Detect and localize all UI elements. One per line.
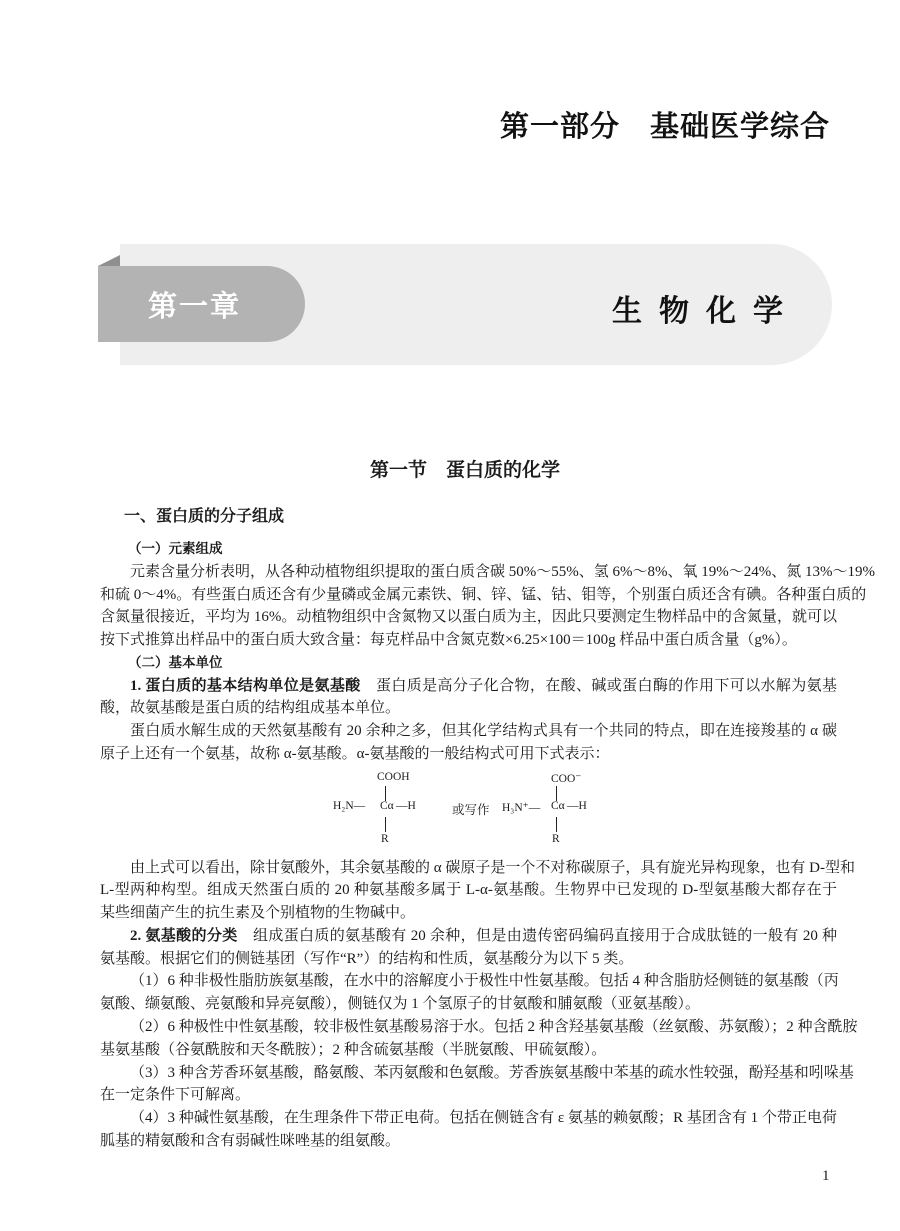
- text-line: [100, 925, 837, 948]
- paragraph: [100, 675, 837, 721]
- text-line: [100, 857, 855, 880]
- line-text: （4）3 种碱性氨基酸，在生理条件下带正电荷。包括在侧链含有 ε 氨基的赖氨酸；R 基团含有 1 个带正电荷: [130, 1110, 837, 1127]
- paragraph: [100, 1107, 837, 1153]
- line-text: 氨酸、缬氨酸、亮氨酸和异亮氨酸），侧链仅为 1 个氢原子的甘氨酸和脯氨酸（亚氨基酸）。: [100, 996, 701, 1013]
- body-text: [100, 538, 875, 1153]
- formula-right-top: COO⁻: [551, 773, 582, 785]
- chapter-label: 第一章: [148, 289, 242, 323]
- line-text: 氨基酸。根据它们的侧链基团（写作“R”）的结构和性质，氨基酸分为以下 5 类。: [100, 950, 634, 967]
- text-line: [100, 697, 837, 720]
- text-line: [100, 1039, 837, 1062]
- text-line: [100, 1130, 837, 1153]
- run-in-heading: 2. 氨基酸的分类: [130, 927, 253, 944]
- line-text: L-型两种构型。组成天然蛋白质的 20 种氨基酸多属于 L-α-氨基酸。生物界中已发现的 D-型氨基酸大都存在于: [100, 882, 837, 899]
- text-line: [100, 584, 867, 607]
- line-text: 蛋白质水解生成的天然氨基酸有 20 余种之多，但其化学结构式具有一个共同的特点，即在连接羧基的 α 碳: [130, 723, 837, 740]
- text-line: [100, 720, 837, 743]
- heading-2: （二）基本单位: [128, 654, 223, 671]
- bond-line: [385, 817, 386, 832]
- heading-1: 一、蛋白质的分子组成: [124, 506, 285, 525]
- formula-right-amine: H₃N⁺—: [502, 802, 541, 814]
- formula-right-h: —H: [567, 800, 587, 812]
- formula-left-center: Cα: [380, 800, 394, 812]
- line-text: 酸，故氨基酸是蛋白质的结构组成基本单位。: [100, 700, 401, 717]
- chapter-tab: [98, 266, 305, 342]
- formula-right-center: Cα: [551, 800, 565, 812]
- formula-left-bottom: R: [381, 833, 389, 845]
- text-line: [100, 675, 837, 698]
- line-text: 由上式可以看出，除甘氨酸外，其余氨基酸的 α 碳原子是一个不对称碳原子，具有旋光异构现象，也有 D-型和: [130, 859, 855, 876]
- section-title: 第一节 蛋白质的化学: [369, 460, 560, 481]
- text-line: [100, 970, 837, 993]
- heading-2: （一）元素组成: [128, 541, 223, 557]
- text-line: [100, 1016, 858, 1039]
- formula-left-top: COOH: [377, 771, 410, 783]
- text-line: [100, 879, 837, 902]
- line-text: （2）6 种极性中性氨基酸，较非极性氨基酸易溶于水。包括 2 种含羟基氨基酸（丝氨酸、苏氨酸）；2 种含酰胺: [130, 1019, 858, 1036]
- paragraph: [100, 720, 837, 766]
- text-line: [100, 629, 837, 652]
- text-line: [100, 993, 837, 1016]
- line-text: 原子上还有一个氨基，故称 α-氨基酸。α-氨基酸的一般结构式可用下式表示：: [100, 745, 610, 762]
- paragraph: [100, 1016, 858, 1062]
- part-title: 第一部分 基础医学综合: [499, 109, 830, 143]
- text-line: [100, 743, 837, 766]
- text-line: [100, 948, 837, 971]
- paragraph: [100, 857, 855, 925]
- bond-line: [385, 786, 386, 801]
- line-text: 组成蛋白质的氨基酸有 20 余种，但是由遗传密码编码直接用于合成肽链的一般有 20 种: [252, 927, 837, 944]
- page-number: 1: [822, 1168, 830, 1184]
- line-text: （1）6 种非极性脂肪族氨基酸，在水中的溶解度小于极性中性氨基酸。包括 4 种含脂肪烃侧链的氨基酸（丙: [130, 973, 839, 990]
- line-text: 基氨基酸（谷氨酰胺和天冬酰胺）；2 种含硫氨基酸（半胱氨酸、甲硫氨酸）。: [100, 1041, 607, 1058]
- line-text: 元素含量分析表明，从各种动植物组织提取的蛋白质含碳 50%～55%、氢 6%～8%、氧 19%～24%、氮 13%～19%: [130, 563, 875, 580]
- bond-line: [556, 817, 557, 832]
- text-line: [100, 1107, 837, 1130]
- text-line: [100, 1084, 837, 1107]
- line-text: 在一定条件下可解离。: [100, 1087, 251, 1104]
- line-text: 蛋白质是高分子化合物，在酸、碱或蛋白酶的作用下可以水解为氨基: [376, 677, 837, 694]
- formula-left-amine: H₂N—: [333, 800, 366, 812]
- line-text: （3）3 种含芳香环氨基酸，酪氨酸、苯丙氨酸和色氨酸。芳香族氨基酸中苯基的疏水性较强，酚羟基和吲哚基: [130, 1064, 854, 1081]
- formula-connector: 或写作: [452, 803, 490, 817]
- line-text: 和硫 0～4%。有些蛋白质还含有少量磷或金属元素铁、铜、锌、锰、钴、钼等，个别蛋白质还含有碘。各种蛋白质的: [100, 586, 867, 603]
- paragraph: [100, 925, 837, 971]
- line-text: 含氮量很接近，平均为 16%。动植物组织中含氮物又以蛋白质为主，因此只要测定生物样品中的含氮量，就可以: [100, 609, 837, 626]
- text-line: [100, 902, 837, 925]
- text-line: [100, 561, 875, 584]
- formula-left-h: —H: [396, 800, 416, 812]
- line-text: 胍基的精氨酸和含有弱碱性咪唑基的组氨酸。: [100, 1132, 401, 1149]
- formula-right-bottom: R: [552, 833, 560, 845]
- banner-fold: [98, 255, 120, 266]
- bond-line: [556, 786, 557, 801]
- line-text: 按下式推算出样品中的蛋白质大致含量：每克样品中含氮克数×6.25×100＝100g 样品中蛋白质含量（g%）。: [100, 632, 797, 649]
- run-in-heading: 1. 蛋白质的基本结构单位是氨基酸: [130, 677, 377, 694]
- paragraph: [100, 561, 875, 652]
- paragraph: [100, 970, 837, 1016]
- text-line: [100, 606, 837, 629]
- chapter-name: 生物化学: [612, 295, 800, 328]
- line-text: 某些细菌产生的抗生素及个别植物的生物碱中。: [100, 905, 416, 922]
- text-line: [100, 1062, 854, 1085]
- paragraph: [100, 1062, 854, 1108]
